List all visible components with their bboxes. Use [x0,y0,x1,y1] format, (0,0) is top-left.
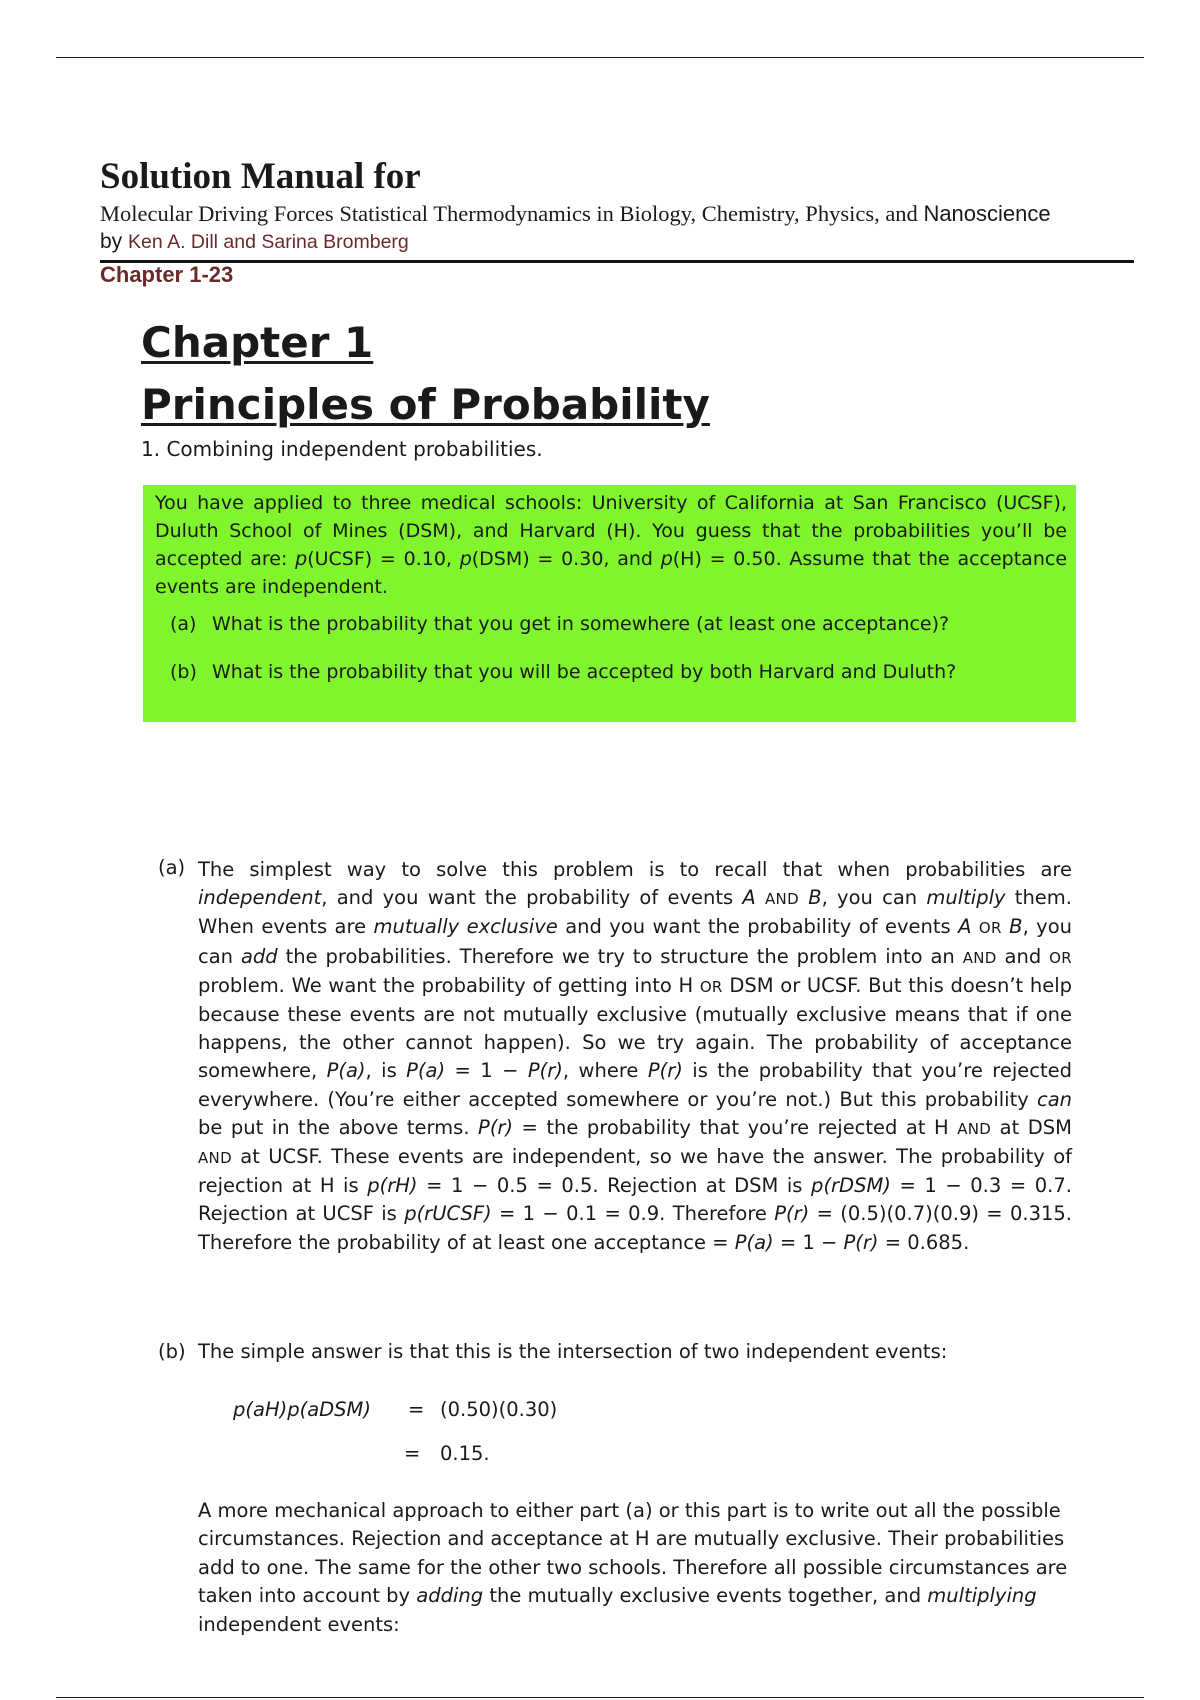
authors: Ken A. Dill and Sarina Bromberg [128,231,409,253]
book-title: Molecular Driving Forces Statistical Thermodynamics in Biology, Chemistry, Physics, and Nanoscience [100,201,1051,226]
equation-equals-2: = [404,1442,421,1465]
equation-rhs-1: (0.50)(0.30) [440,1398,558,1421]
equation-equals-1: = [408,1398,425,1421]
problem-box [143,485,1076,722]
question-b: (b) What is the probability that you will be accepted by both Harvard and Duluth? [170,661,957,683]
chapter-title: Principles of Probability [141,380,710,429]
header-divider [100,260,1134,263]
answer-b-label: (b) [158,1340,186,1363]
document-title: Solution Manual for [100,156,421,197]
answer-a-text: The simplest way to solve this problem is to recall that when probabilities are independent, and you want the probability of events A AND B, you can multiply them. When events are mutually exclusive and you want the probability of events A OR B, you can add the probabilities. Therefore we try to structure the problem into an AND and OR problem. We want the probability of getting into H OR DSM or UCSF. But this doesn’t help because these events are not mutually exclusive (mutually exclusive means that if one happens, the other cannot happen). So we try again. The probability of acceptance somewhere, P(a), is P(a) = 1 − P(r), where P(r) is the probability that you’re rejected everywhere. (You’re either accepted somewhere or you’re not.) But this probability can be put in the above terms. P(r) = the probability that you’re rejected at H AND at DSM AND at UCSF. These events are independent, so we have the answer. The probability of rejection at H is p(rH) = 1 − 0.5 = 0.5. Rejection at DSM is p(rDSM) = 1 − 0.3 = 0.7. Rejection at UCSF is p(rUCSF) = 1 − 0.1 = 0.9. Therefore P(r) = (0.5)(0.7)(0.9) = 0.315. Therefore the probability of at least one acceptance = P(a) = 1 − P(r) = 0.685. [198,858,1073,1254]
authors-line: by Ken A. Dill and Sarina Bromberg [100,230,409,253]
answer-b-intro: The simple answer is that this is the intersection of two independent events: [198,1340,948,1363]
answer-a-label: (a) [158,856,186,879]
chapter-heading: Chapter 1 [141,318,374,367]
top-divider [56,57,1144,58]
problem-statement: You have applied to three medical schools: University of California at San Francisco (UCSF), Duluth School of Mines (DSM), and Harvard (H). You guess that the probabilities you’ll be accepted are: p(UCSF) = 0.10, p(DSM) = 0.30, and p(H) = 0.50. Assume that the acceptance events are independent. [155,492,1068,598]
equation-lhs: p(aH)p(aDSM) [233,1398,371,1421]
chapter-range: Chapter 1-23 [100,262,234,287]
equation-rhs-2: 0.15. [440,1442,490,1465]
question-a: (a) What is the probability that you get in somewhere (at least one acceptance)? [170,613,950,635]
bottom-divider [56,1697,1144,1698]
problem-title: 1. Combining independent probabilities. [141,437,543,461]
answer-b-paragraph: A more mechanical approach to either part (a) or this part is to write out all the possible circumstances. Rejection and acceptance at H are mutually exclusive. Their probabilities add to one. The same for the other two schools. Therefore all possible circumstances are taken into account by adding the mutually exclusive events together, and multiplying independent events: [198,1499,1068,1636]
